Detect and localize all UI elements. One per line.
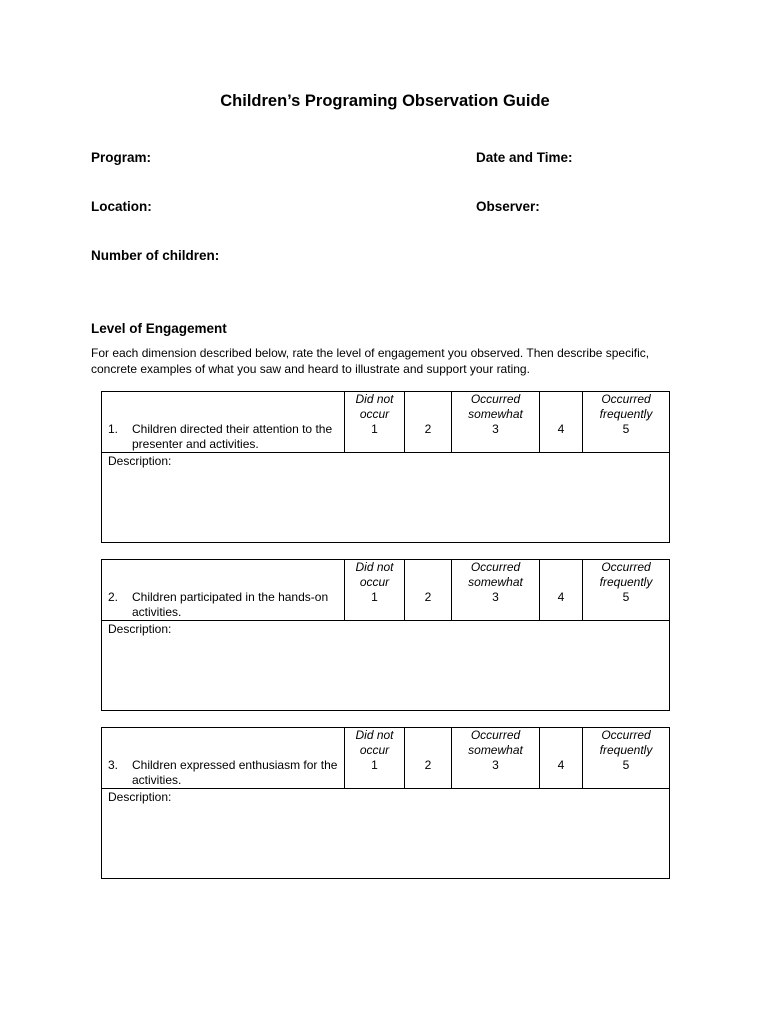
scale-number: 2 [424,758,432,772]
rating-option-1[interactable] [345,392,405,453]
date-time-label: Date and Time: [476,150,573,165]
rating-table-2 [101,559,670,711]
scale-number: 5 [622,758,630,772]
item-number: 3. [108,758,119,772]
rating-option-4[interactable] [540,728,583,789]
description-label: Description: [108,790,172,804]
page-title: Children’s Programing Observation Guide [220,92,550,110]
rating-option-2[interactable] [405,392,452,453]
description-label: Description: [108,454,172,468]
program-label: Program: [91,150,152,165]
section-instructions: For each dimension described below, rate the level of engagement you observed. Then describe specific, concrete examples of what you saw and heard to illustrate and support your rating. [91,346,650,376]
item-text: Children participated in the hands-on activities. [132,590,329,619]
item-number: 2. [108,590,119,604]
rating-option-3[interactable] [452,560,540,621]
item-number: 1. [108,422,119,436]
scale-label: Did not occur [355,728,394,757]
section-title: Level of Engagement [91,321,227,336]
rating-option-2[interactable] [405,560,452,621]
scale-label: Occurred somewhat [468,392,523,421]
scale-number: 5 [622,590,630,604]
scale-number: 1 [371,590,378,604]
scale-number: 1 [371,422,378,436]
item-text: Children directed their attention to the presenter and activities. [132,422,333,451]
description-field[interactable] [102,789,670,879]
rating-option-5[interactable] [583,728,670,789]
observer-label: Observer: [476,199,540,214]
rating-option-1[interactable] [345,560,405,621]
rating-option-3[interactable] [452,728,540,789]
scale-number: 5 [622,422,630,436]
description-label: Description: [108,622,172,636]
item-text: Children expressed enthusiasm for the activities. [132,758,338,787]
description-field[interactable] [102,621,670,711]
number-of-children-label: Number of children: [91,248,220,263]
scale-number: 4 [557,758,565,772]
scale-label: Occurred somewhat [468,560,523,589]
location-label: Location: [91,199,152,214]
rating-option-2[interactable] [405,728,452,789]
scale-number: 1 [371,758,378,772]
scale-label: Occurred frequently [599,392,653,421]
rating-option-4[interactable] [540,392,583,453]
item-cell [102,728,345,789]
scale-number: 3 [492,422,499,436]
scale-number: 4 [557,590,565,604]
rating-table-1 [101,391,670,543]
scale-label: Occurred frequently [599,728,653,757]
item-cell [102,560,345,621]
scale-label: Occurred somewhat [468,728,523,757]
scale-label: Occurred frequently [599,560,653,589]
scale-number: 2 [424,422,432,436]
description-field[interactable] [102,453,670,543]
scale-number: 3 [492,758,499,772]
rating-option-4[interactable] [540,560,583,621]
rating-option-5[interactable] [583,560,670,621]
rating-option-3[interactable] [452,392,540,453]
rating-option-1[interactable] [345,728,405,789]
scale-label: Did not occur [355,560,394,589]
scale-label: Did not occur [355,392,394,421]
rating-option-5[interactable] [583,392,670,453]
rating-table-3 [101,727,670,879]
scale-number: 2 [424,590,432,604]
scale-number: 4 [557,422,565,436]
scale-number: 3 [492,590,499,604]
item-cell [102,392,345,453]
